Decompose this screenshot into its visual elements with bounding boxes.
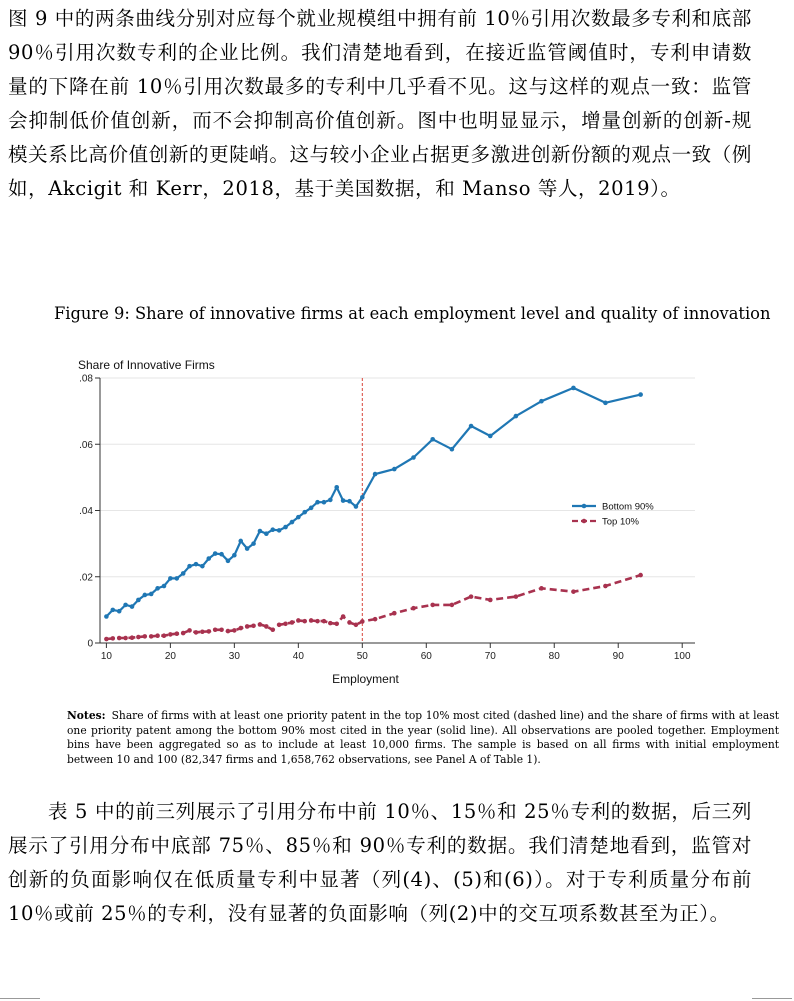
data-point-top-10 xyxy=(283,621,288,626)
data-point-bottom-90 xyxy=(514,414,519,419)
data-point-top-10 xyxy=(226,629,231,634)
data-point-bottom-90 xyxy=(206,556,211,561)
data-point-top-10 xyxy=(238,626,243,631)
data-point-bottom-90 xyxy=(450,447,455,452)
x-tick-label: 40 xyxy=(292,651,304,662)
data-point-top-10 xyxy=(296,618,301,623)
data-point-top-10 xyxy=(264,624,269,629)
data-point-bottom-90 xyxy=(302,510,307,515)
data-point-top-10 xyxy=(181,631,186,636)
data-point-top-10 xyxy=(488,598,493,603)
data-point-bottom-90 xyxy=(219,552,224,557)
data-point-bottom-90 xyxy=(238,539,243,544)
data-point-top-10 xyxy=(149,634,154,639)
y-tick-label: 0 xyxy=(87,638,93,650)
data-point-bottom-90 xyxy=(264,531,269,536)
data-point-top-10 xyxy=(571,589,576,594)
data-point-bottom-90 xyxy=(142,593,147,598)
data-point-bottom-90 xyxy=(200,564,205,569)
data-point-bottom-90 xyxy=(181,571,186,576)
data-point-bottom-90 xyxy=(226,559,231,564)
data-point-bottom-90 xyxy=(539,399,544,404)
data-point-top-10 xyxy=(258,622,263,627)
data-point-top-10 xyxy=(110,636,115,641)
data-point-bottom-90 xyxy=(392,467,397,472)
data-point-top-10 xyxy=(347,620,352,625)
x-tick-label: 60 xyxy=(420,651,432,662)
data-point-top-10 xyxy=(322,619,327,624)
data-point-bottom-90 xyxy=(187,564,192,569)
legend-label-bottom-90: Bottom 90% xyxy=(602,501,654,513)
data-point-top-10 xyxy=(142,634,147,639)
data-point-bottom-90 xyxy=(155,586,160,591)
data-point-top-10 xyxy=(194,630,199,635)
data-point-top-10 xyxy=(302,619,307,624)
data-point-bottom-90 xyxy=(638,392,643,397)
data-point-top-10 xyxy=(117,636,122,641)
x-tick-label: 90 xyxy=(612,651,624,662)
footer-rule-right xyxy=(752,998,792,999)
x-tick-label: 100 xyxy=(673,651,691,662)
figure-9-chart xyxy=(60,348,710,693)
data-point-top-10 xyxy=(136,635,141,640)
legend-marker-top-10 xyxy=(582,519,587,524)
data-point-top-10 xyxy=(392,611,397,616)
data-point-bottom-90 xyxy=(360,495,365,500)
data-point-top-10 xyxy=(430,603,435,608)
x-tick-label: 50 xyxy=(356,651,368,662)
notes-text: Share of firms with at least one priority patent in the top 10% most cited (dashed line) and the share of firms with at least one priority patent among the bottom 90% most cited in the year (solid line). All observations are pooled together. Employment bins have been aggregated so as to include at least 10,000 firms. The sample is based on all firms with initial employment between 10 and 100 (82,347 firms and 1,658,762 observations, see Panel A of Table 1). xyxy=(67,709,779,766)
data-point-bottom-90 xyxy=(603,401,608,406)
legend-label-top-10: Top 10% xyxy=(602,516,639,528)
data-point-top-10 xyxy=(206,629,211,634)
data-point-top-10 xyxy=(130,635,135,640)
data-point-bottom-90 xyxy=(270,527,275,532)
data-point-top-10 xyxy=(174,631,179,636)
data-point-bottom-90 xyxy=(117,609,122,614)
data-point-bottom-90 xyxy=(136,598,141,603)
figure-notes xyxy=(67,709,779,767)
data-point-top-10 xyxy=(469,594,474,599)
data-point-bottom-90 xyxy=(488,434,493,439)
data-point-bottom-90 xyxy=(251,541,256,546)
data-point-top-10 xyxy=(603,584,608,589)
paragraph-top: 图 9 中的两条曲线分别对应每个就业规模组中拥有前 10％引用次数最多专利和底部 90％引用次数专利的企业比例。我们清楚地看到，在接近监管阈值时，专利申请数量的下降在前 10％引用次数最多的专利中几乎看不见。这与这样的观点一致：监管会抑制低价值创新，而不会抑制高价值创新。图中也明显显示，增量创新的创新-规模关系比高价值创新的更陡峭。这与较小企业占据更多激进创新份额的观点一致（例如，Akcigit 和 Kerr，2018，基于美国数据，和 Manso 等人，2019）。 xyxy=(8,7,752,200)
data-point-bottom-90 xyxy=(296,515,301,520)
y-tick-label: .02 xyxy=(79,572,93,584)
data-point-bottom-90 xyxy=(149,592,154,597)
x-tick-label: 70 xyxy=(484,651,496,662)
data-point-top-10 xyxy=(309,618,314,623)
paragraph-bottom: 表 5 中的前三列展示了引用分布中前 10％、15％和 25％专利的数据，后三列展示了引用分布中底部 75％、85％和 90％专利的数据。我们清楚地看到，监管对创新的负面影响仅在低质量专利中显著（列(4)、(5)和(6)）。对于专利质量分布前 10％或前 25％的专利，没有显著的负面影响（列(2)中的交互项系数甚至为正）。 xyxy=(8,800,752,925)
data-point-bottom-90 xyxy=(194,562,199,567)
data-point-bottom-90 xyxy=(162,584,167,589)
data-point-top-10 xyxy=(219,627,224,632)
data-point-bottom-90 xyxy=(245,546,250,551)
data-point-bottom-90 xyxy=(309,506,314,511)
data-point-bottom-90 xyxy=(328,498,333,503)
data-point-bottom-90 xyxy=(322,500,327,505)
data-point-top-10 xyxy=(277,622,282,627)
data-point-top-10 xyxy=(514,594,519,599)
data-point-top-10 xyxy=(290,620,295,625)
y-tick-label: .04 xyxy=(79,506,93,517)
data-point-top-10 xyxy=(539,586,544,591)
x-tick-label: 20 xyxy=(164,651,176,662)
data-point-bottom-90 xyxy=(334,485,339,490)
data-point-bottom-90 xyxy=(283,525,288,530)
data-point-top-10 xyxy=(232,628,237,633)
data-point-bottom-90 xyxy=(232,553,237,558)
footer-rule-left xyxy=(0,998,40,999)
data-point-top-10 xyxy=(411,606,416,611)
y-tick-label: .06 xyxy=(79,439,93,451)
figure-caption: Figure 9: Share of innovative firms at each employment level and quality of innovation xyxy=(54,304,771,323)
data-point-top-10 xyxy=(187,628,192,633)
data-point-bottom-90 xyxy=(373,472,378,477)
data-point-bottom-90 xyxy=(213,551,218,556)
data-point-bottom-90 xyxy=(354,504,359,509)
data-point-top-10 xyxy=(315,619,320,624)
data-point-bottom-90 xyxy=(168,576,173,581)
x-tick-label: 30 xyxy=(228,651,240,662)
data-point-top-10 xyxy=(328,621,333,626)
data-point-top-10 xyxy=(245,624,250,629)
data-point-bottom-90 xyxy=(571,386,576,391)
data-point-top-10 xyxy=(213,627,218,632)
x-tick-label: 80 xyxy=(548,651,560,662)
y-tick-label: .08 xyxy=(79,373,93,385)
data-point-top-10 xyxy=(638,573,643,578)
data-point-bottom-90 xyxy=(174,576,179,581)
x-tick-label: 10 xyxy=(100,651,112,662)
data-point-bottom-90 xyxy=(430,437,435,442)
data-point-top-10 xyxy=(168,632,173,637)
data-point-bottom-90 xyxy=(130,604,135,609)
data-point-top-10 xyxy=(341,614,346,619)
data-point-bottom-90 xyxy=(104,614,109,619)
data-point-bottom-90 xyxy=(290,520,295,525)
chart-title: Share of Innovative Firms xyxy=(78,358,215,372)
x-axis-label: Employment xyxy=(332,672,399,686)
data-point-top-10 xyxy=(373,617,378,622)
notes-label: Notes: xyxy=(67,709,106,722)
data-point-top-10 xyxy=(162,633,167,638)
data-point-bottom-90 xyxy=(469,424,474,429)
data-point-top-10 xyxy=(354,622,359,627)
data-point-top-10 xyxy=(450,603,455,608)
data-point-top-10 xyxy=(334,621,339,626)
data-point-top-10 xyxy=(251,623,256,628)
data-point-top-10 xyxy=(104,637,109,642)
data-point-top-10 xyxy=(155,633,160,638)
data-point-top-10 xyxy=(123,636,128,641)
data-point-top-10 xyxy=(200,629,205,634)
data-point-bottom-90 xyxy=(123,603,128,608)
data-point-bottom-90 xyxy=(277,528,282,533)
data-point-bottom-90 xyxy=(315,500,320,505)
data-point-bottom-90 xyxy=(258,529,263,534)
data-point-top-10 xyxy=(360,619,365,624)
data-point-bottom-90 xyxy=(347,499,352,504)
data-point-bottom-90 xyxy=(341,498,346,503)
data-point-bottom-90 xyxy=(110,608,115,613)
data-point-top-10 xyxy=(270,627,275,632)
data-point-bottom-90 xyxy=(411,455,416,460)
legend-marker-bottom-90 xyxy=(582,504,587,509)
